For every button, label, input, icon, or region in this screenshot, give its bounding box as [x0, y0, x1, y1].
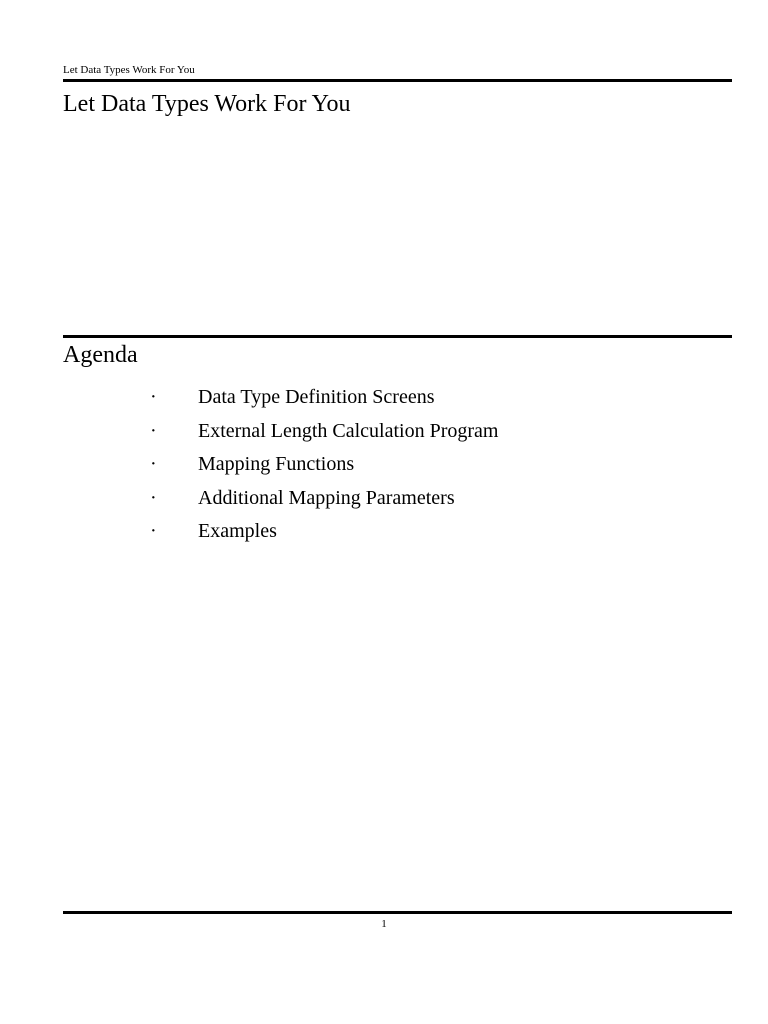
- agenda-item-text: Mapping Functions: [198, 453, 355, 475]
- slide-title: Let Data Types Work For You: [63, 91, 351, 117]
- agenda-item-text: External Length Calculation Program: [198, 419, 499, 442]
- agenda-item-text: Additional Mapping Parameters: [198, 486, 455, 509]
- agenda-title: Agenda: [63, 342, 138, 368]
- agenda-item-text: Examples: [198, 520, 277, 542]
- bullet-icon: ·: [150, 386, 157, 408]
- bullet-icon: ·: [150, 486, 157, 509]
- agenda-item-text: Data Type Definition Screens: [198, 386, 435, 408]
- page-number: 1: [381, 918, 387, 930]
- bullet-icon: ·: [150, 520, 157, 542]
- header-rule: [63, 79, 732, 82]
- bullet-icon: ·: [150, 419, 157, 442]
- running-header: Let Data Types Work For You: [63, 64, 195, 76]
- bullet-icon: ·: [150, 453, 157, 475]
- section-divider: [63, 335, 732, 338]
- footer-rule: [63, 911, 732, 914]
